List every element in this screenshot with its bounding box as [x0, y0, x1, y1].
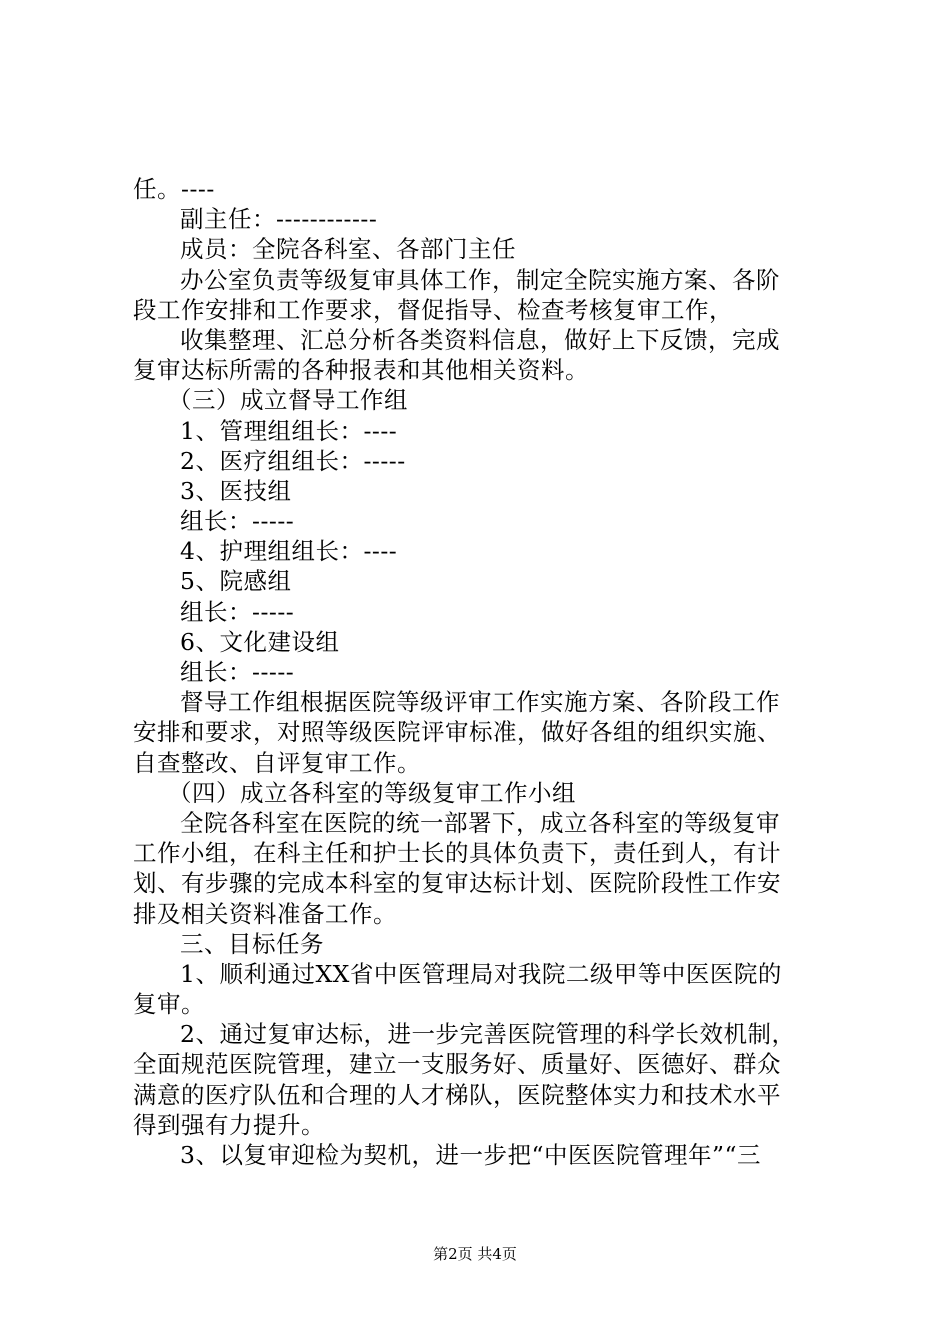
document-body [133, 174, 833, 1170]
text-line: 收集整理、汇总分析各类资料信息，做好上下反馈，完成 [180, 325, 780, 354]
text-line: 任。---- [133, 175, 215, 203]
list-item: 4、护理组组长：---- [180, 537, 398, 566]
list-item: 1、顺利通过XX省中医管理局对我院二级甲等中医医院的 [180, 959, 782, 988]
text-line: 办公室负责等级复审具体工作，制定全院实施方案、各阶 [180, 265, 780, 294]
text-line: 自查整改、自评复审工作。 [133, 748, 421, 777]
text-line: 满意的医疗队伍和合理的人才梯队，医院整体实力和技术水平 [133, 1080, 781, 1109]
text-line-deputy-director: 副主任：------------ [180, 205, 378, 234]
list-item: 3、以复审迎检为契机，进一步把“中医医院管理年”“三 [180, 1141, 761, 1169]
list-item: 5、院感组 [180, 567, 292, 596]
list-item: 6、文化建设组 [180, 627, 340, 656]
text-line: 划、有步骤的完成本科室的复审达标计划、医院阶段性工作安 [133, 869, 781, 898]
text-line: 督导工作组根据医院等级评审工作实施方案、各阶段工作 [180, 688, 780, 717]
section-heading: （三）成立督导工作组 [168, 386, 408, 415]
page-footer [0, 1244, 950, 1264]
text-line: 全面规范医院管理，建立一支服务好、质量好、医德好、群众 [133, 1050, 781, 1079]
list-item: 组长：----- [180, 507, 295, 536]
list-item: 2、通过复审达标，进一步完善医院管理的科学长效机制， [180, 1020, 796, 1049]
section-heading: 三、目标任务 [180, 929, 324, 958]
text-line: 排及相关资料准备工作。 [133, 899, 397, 928]
list-item: 3、医技组 [180, 476, 292, 505]
list-item: 组长：----- [180, 658, 295, 686]
text-line: 复审达标所需的各种报表和其他相关资料。 [133, 356, 589, 385]
list-item: 2、医疗组组长：----- [180, 446, 406, 475]
list-item: 1、管理组组长：---- [180, 416, 398, 445]
text-line: 工作小组，在科主任和护士长的具体负责下，责任到人，有计 [133, 839, 781, 868]
text-line: 安排和要求，对照等级医院评审标准，做好各组的组织实施、 [133, 718, 781, 747]
text-line: 得到强有力提升。 [133, 1110, 325, 1139]
page-number-label: 第2页 共4页 [433, 1245, 517, 1263]
text-line: 段工作安排和工作要求，督促指导、检查考核复审工作， [133, 295, 733, 324]
section-heading: （四）成立各科室的等级复审工作小组 [168, 778, 576, 807]
list-item: 组长：----- [180, 597, 295, 626]
text-line: 全院各科室在医院的统一部署下，成立各科室的等级复审 [180, 808, 780, 837]
text-line: 复审。 [133, 990, 205, 1019]
text-line-members: 成员：全院各科室、各部门主任 [180, 235, 516, 264]
